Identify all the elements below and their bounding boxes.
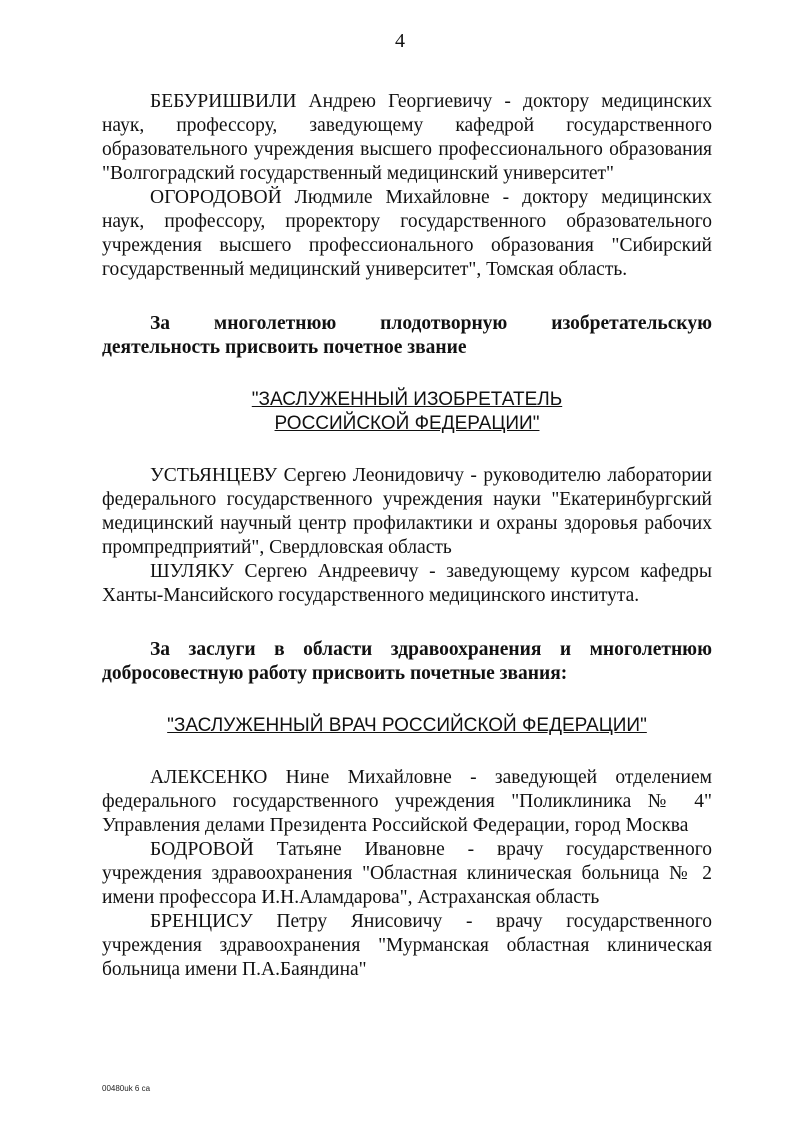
award-entry: ОГОРОДОВОЙ Людмиле Михайловне - доктору медицинских наук, профессору, проректору государственного образовательного учреждения высшего профессионального образования "Сибирский государственный медицинский университет", Томская область.	[102, 187, 712, 280]
document-body	[102, 90, 712, 982]
section-heading: За заслуги в области здравоохранения и многолетнюю добросовестную работу присвоить почетные звания:	[102, 639, 712, 684]
section-heading: За многолетнюю плодотворную изобретательскую деятельность присвоить почетное звание	[102, 313, 712, 358]
honorary-title-line2: РОССИЙСКОЙ ФЕДЕРАЦИИ"	[274, 413, 540, 434]
document-code: 00480uk 6 ca	[102, 1084, 151, 1093]
page-number: 4	[395, 30, 405, 52]
honorary-title	[102, 388, 712, 436]
award-entry: АЛЕКСЕНКО Нине Михайловне - заведующей отделением федерального государственного учреждения "Поликлиника № 4" Управления делами Президента Российской Федерации, город Москва	[102, 767, 712, 836]
award-entry: ШУЛЯКУ Сергею Андреевичу - заведующему курсом кафедры Ханты-Мансийского государственного медицинского института.	[102, 561, 712, 606]
award-entry: УСТЬЯНЦЕВУ Сергею Леонидовичу - руководителю лаборатории федерального государственного учреждения науки "Екатеринбургский медицинский научный центр профилактики и охраны здоровья рабочих промпредприятий", Свердловская область	[102, 465, 712, 558]
award-entry: БОДРОВОЙ Татьяне Ивановне - врачу государственного учреждения здравоохранения "Областная клиническая больница № 2 имени профессора И.Н.Аламдарова", Астраханская область	[102, 839, 712, 908]
honorary-title-line1: "ЗАСЛУЖЕННЫЙ ИЗОБРЕТАТЕЛЬ	[251, 389, 563, 410]
honorary-title: "ЗАСЛУЖЕННЫЙ ВРАЧ РОССИЙСКОЙ ФЕДЕРАЦИИ"	[167, 715, 647, 736]
award-entry: БРЕНЦИСУ Петру Янисовичу - врачу государственного учреждения здравоохранения "Мурманская областная клиническая больница имени П.А.Баяндина"	[102, 911, 712, 980]
award-entry: БЕБУРИШВИЛИ Андрею Георгиевичу - доктору медицинских наук, профессору, заведующему кафедрой государственного образовательного учреждения высшего профессионального образования "Волгоградский государственный медицинский университет"	[102, 91, 712, 184]
